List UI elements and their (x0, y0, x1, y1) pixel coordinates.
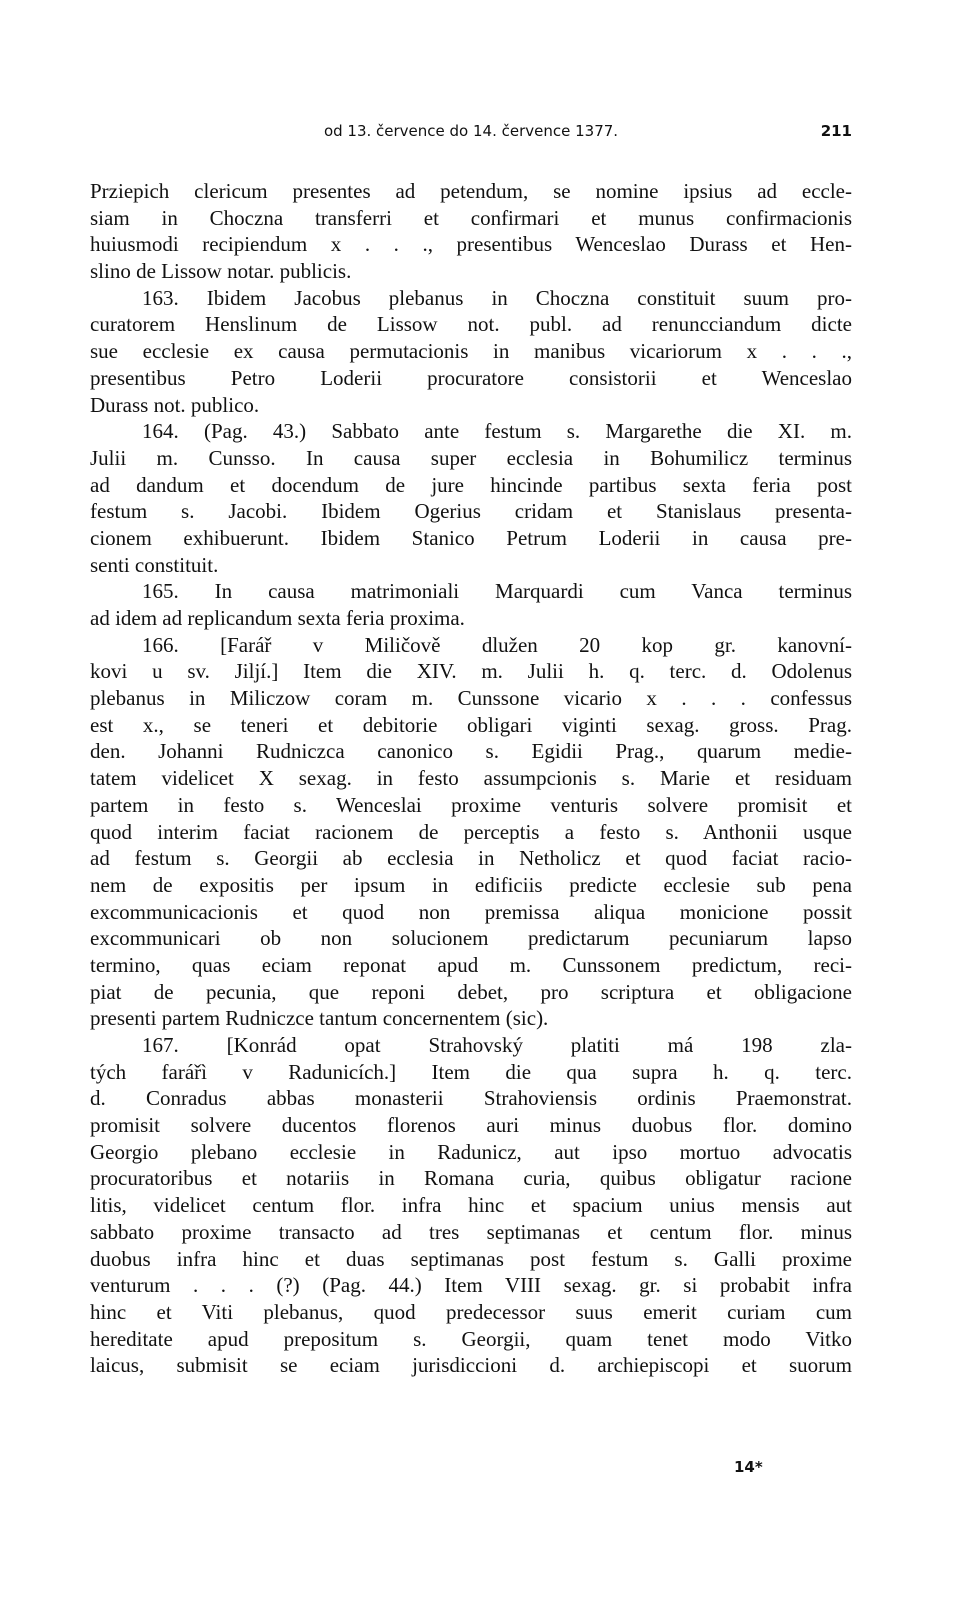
text-line: cionem exhibuerunt. Ibidem Stanico Petrum Loderii in causa pre- (90, 525, 852, 550)
page-number: 211 (820, 122, 852, 140)
text-line: plebanus in Miliczow coram m. Cunssone vicario x . . . confessus (90, 686, 852, 711)
text-line: ad festum s. Georgii ab ecclesia in Netholicz et quod faciat racio- (90, 846, 852, 871)
text-line: d. Conradus abbas monasterii Strahoviensis ordinis Praemonstrat. (90, 1086, 852, 1111)
text-line: nem de expositis per ipsum in edificiis predicte ecclesie sub pena (90, 872, 852, 897)
text-line: sabbato proxime transacto ad tres septimanas et centum flor. minus (90, 1219, 852, 1244)
text-line: piat de pecunia, que reponi debet, pro scriptura et obligacione (90, 979, 852, 1004)
text-line: est x., se teneri et debitorie obligari viginti sexag. gross. Prag. (90, 712, 852, 737)
running-head: od 13. července do 14. července 1377. (323, 122, 619, 140)
text-line: hinc et Viti plebanus, quod predecessor suus emerit curiam cum (90, 1299, 852, 1324)
text-line: procuratoribus et notariis in Romana curia, quibus obligatur racione (90, 1166, 852, 1191)
text-line: huiusmodi recipiendum x . . ., presentibus Wenceslao Durass et Hen- (90, 232, 852, 257)
text-line: festum s. Jacobi. Ibidem Ogerius cridam et Stanislaus presenta- (90, 499, 852, 524)
text-line: den. Johanni Rudniczca canonico s. Egidii Prag., quarum medie- (90, 739, 852, 764)
text-line: Prziepich clericum presentes ad petendum, se nomine ipsius ad eccle- (90, 179, 852, 203)
text-line: venturum . . . (?) (Pag. 44.) Item VIII sexag. gr. si probabit infra (90, 1273, 852, 1298)
text-line: presenti partem Rudniczce tantum concernentem (sic). (90, 1006, 549, 1031)
text-line: slino de Lissow notar. publicis. (90, 259, 352, 284)
text-line: Georgio plebano ecclesie in Radunicz, aut ipso mortuo advocatis (90, 1139, 852, 1164)
text-line: 165. In causa matrimoniali Marquardi cum Vanca terminus (142, 579, 852, 604)
text-line: partem in festo s. Wenceslai proxime venturis solvere promisit et (90, 792, 852, 817)
text-body (90, 178, 852, 1379)
text-line: Durass not. publico. (90, 392, 260, 417)
text-line: excommunicari ob non solucionem predictarum pecuniarum lapso (90, 926, 852, 951)
text-line: senti constituit. (90, 552, 219, 577)
text-line: termino, quas eciam reponat apud m. Cunssonem predictum, reci- (90, 952, 852, 977)
text-line: 166. [Farář v Miličově dlužen 20 kop gr. kanovní- (142, 632, 852, 657)
text-line: presentibus Petro Loderii procuratore consistorii et Wenceslao (90, 365, 852, 390)
text-line: curatorem Henslinum de Lissow not. publ. ad renuncciandum dicte (90, 312, 852, 337)
text-line: tatem videlicet X sexag. in festo assumpcionis s. Marie et residuam (90, 766, 852, 791)
text-line: kovi u sv. Jiljí.] Item die XIV. m. Julii h. q. terc. d. Odolenus (90, 659, 852, 684)
text-line: 167. [Konrád opat Strahovský platiti má 198 zla- (142, 1033, 852, 1057)
text-line: Julii m. Cunsso. In causa super ecclesia in Bohumilicz terminus (90, 445, 852, 470)
text-line: sue ecclesie ex causa permutacionis in manibus vicariorum x . . ., (90, 339, 852, 364)
text-line: quod interim faciat racionem de perceptis a festo s. Anthonii usque (90, 819, 852, 844)
text-line: hereditate apud prepositum s. Georgii, quam tenet modo Vitko (90, 1326, 852, 1351)
text-line: tých farářì v Radunicích.] Item die qua supra h. q. terc. (90, 1059, 852, 1084)
text-line: litis, videlicet centum flor. infra hinc et spacium unius mensis aut (90, 1193, 852, 1218)
signature-mark: 14* (734, 1458, 763, 1476)
text-line: 164. (Pag. 43.) Sabbato ante festum s. Margarethe die XI. m. (142, 419, 852, 444)
text-line: laicus, submisit se eciam jurisdiccioni d. archiepiscopi et suorum (90, 1353, 852, 1378)
text-line: promisit solvere ducentos florenos auri minus duobus flor. domino (90, 1113, 852, 1138)
text-line: 163. Ibidem Jacobus plebanus in Choczna constituit suum pro- (142, 285, 852, 310)
text-line: ad dandum et docendum de jure hincinde partibus sexta feria post (90, 472, 852, 497)
text-line: ad idem ad replicandum sexta feria proxima. (90, 606, 465, 630)
text-line: duobus infra hinc et duas septimanas post festum s. Galli proxime (90, 1246, 852, 1271)
text-line: siam in Choczna transferri et confirmari et munus confirmacionis (90, 205, 852, 230)
text-line: excommunicacionis et quod non premissa aliqua monicione possit (90, 899, 852, 924)
page-header (90, 120, 852, 144)
